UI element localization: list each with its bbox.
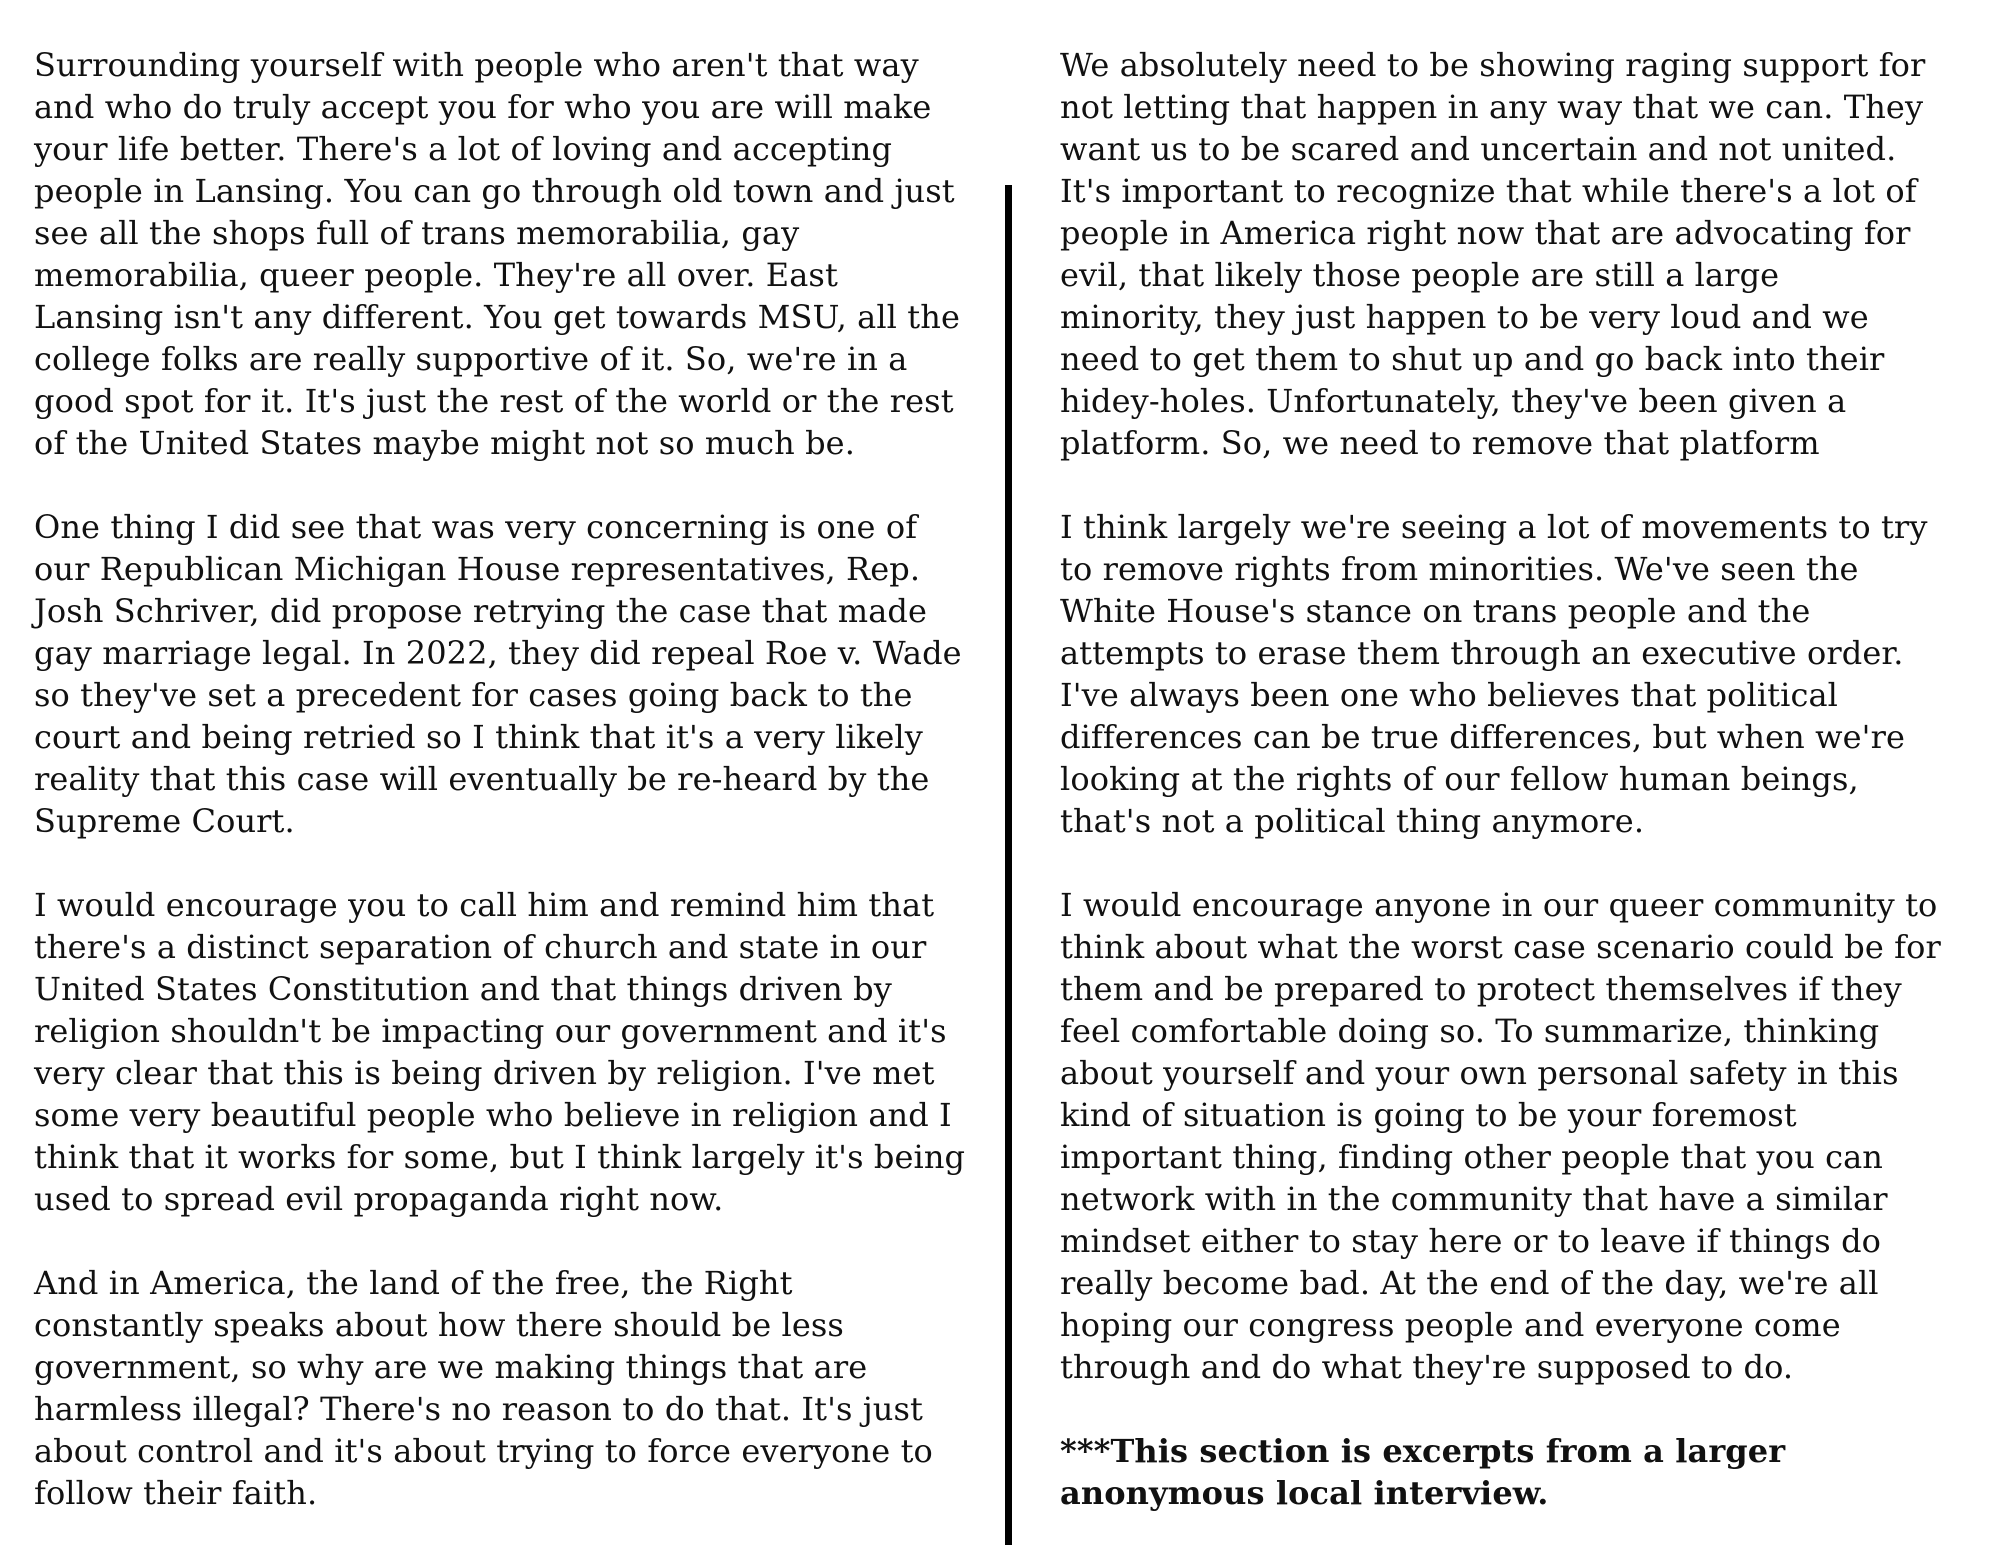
right-column	[1060, 44, 2000, 1556]
column-divider	[1005, 185, 1012, 1545]
left-paragraph-4: And in America, the land of the free, the Right constantly speaks about how there should be less government, so why are we making things that are harmless illegal? There's no reason to do that. It's just about control and it's about trying to force everyone to follow their faith.	[34, 1264, 933, 1512]
excerpt-note: ***This section is excerpts from a larger anonymous local interview.	[1060, 1432, 1786, 1512]
right-paragraph-1: We absolutely need to be showing raging support for not letting that happen in any way that we can. They want us to be scared and uncertain and not united. It's important to recognize that while there's a lot of people in America right now that are advocating for evil, that likely those people are still a large minority, they just happen to be very loud and we need to get them to shut up and go back into their hidey-holes. Unfortunately, they've been given a platform. So, we need to remove that platform	[1060, 46, 1926, 462]
right-paragraph-3: I would encourage anyone in our queer community to think about what the worst case scenario could be for them and be prepared to protect themselves if they feel comfortable doing so. To summarize, thinking about yourself and your own personal safety in this kind of situation is going to be your foremost important thing, finding other people that you can network with in the community that have a similar mindset either to stay here or to leave if things do really become bad. At the end of the day, we're all hoping our congress people and everyone come through and do what they're supposed to do.	[1060, 886, 1941, 1386]
left-paragraph-1: Surrounding yourself with people who aren't that way and who do truly accept you for who you are will make your life better. There's a lot of loving and accepting people in Lansing. You can go through old town and just see all the shops full of trans memorabilia, gay memorabilia, queer people. They're all over. East Lansing isn't any different. You get towards MSU, all the college folks are really supportive of it. So, we're in a good spot for it. It's just the rest of the world or the rest of the United States maybe might not so much be.	[34, 46, 960, 462]
left-paragraph-3: I would encourage you to call him and remind him that there's a distinct separation of church and state in our United States Constitution and that things driven by religion shouldn't be impacting our government and it's very clear that this is being driven by religion. I've met some very beautiful people who believe in religion and I think that it works for some, but I think largely it's being used to spread evil propaganda right now.	[34, 886, 966, 1218]
left-column	[34, 44, 989, 1556]
left-paragraph-2: One thing I did see that was very concerning is one of our Republican Michigan House representatives, Rep. Josh Schriver, did propose retrying the case that made gay marriage legal. In 2022, they did repeal Roe v. Wade so they've set a precedent for cases going back to the court and being retried so I think that it's a very likely reality that this case will eventually be re-heard by the Supreme Court.	[34, 508, 962, 840]
right-paragraph-2: I think largely we're seeing a lot of movements to try to remove rights from minorities. We've seen the White House's stance on trans people and the attempts to erase them through an executive order. I've always been one who believes that political differences can be true differences, but when we're looking at the rights of our fellow human beings, that's not a political thing anymore.	[1060, 508, 1928, 840]
